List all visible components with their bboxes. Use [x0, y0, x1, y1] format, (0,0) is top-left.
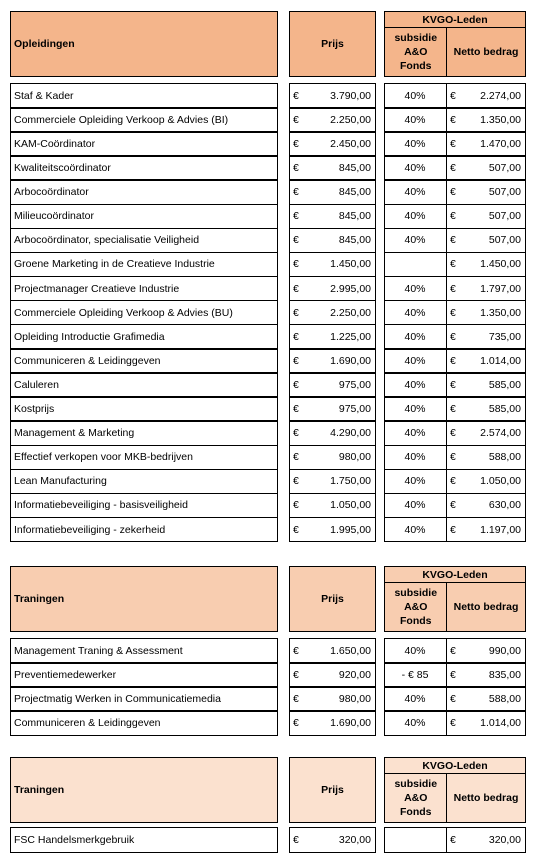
subsidy-value: 40% — [404, 306, 426, 319]
subsidy-value: 40% — [404, 137, 426, 150]
row-name: Kostprijs — [10, 396, 278, 422]
row-member — [384, 469, 526, 495]
subsidy-value: 40% — [404, 354, 426, 367]
currency-symbol: € — [293, 644, 299, 657]
currency-symbol: € — [450, 354, 456, 367]
net-amount: 2.574,00 — [480, 427, 521, 440]
row-price — [289, 252, 376, 278]
price-amount: 1.225,00 — [330, 330, 371, 343]
currency-symbol: € — [293, 833, 299, 846]
row-name: Opleiding Introductie Grafimedia — [10, 324, 278, 350]
subsidy-value: 40% — [404, 644, 426, 657]
row-name: Caluleren — [10, 372, 278, 398]
currency-symbol: € — [450, 234, 456, 247]
currency-symbol: € — [450, 499, 456, 512]
price-amount: 980,00 — [338, 451, 371, 464]
subsidy-value: 40% — [404, 330, 426, 343]
currency-symbol: € — [450, 523, 456, 536]
row-member — [384, 276, 526, 302]
subsidy-value: 40% — [404, 451, 426, 464]
column-divider — [446, 373, 448, 397]
subsidy-value: 40% — [404, 523, 426, 536]
price-amount: 920,00 — [338, 668, 371, 681]
row-member — [384, 420, 526, 446]
net-amount: 1.350,00 — [480, 306, 521, 319]
row-name: Kwaliteitscoördinator — [10, 155, 278, 181]
price-amount: 1.690,00 — [330, 354, 371, 367]
column-divider — [446, 325, 448, 349]
column-divider — [446, 108, 448, 132]
subsidy-value: 40% — [404, 113, 426, 126]
row-member — [384, 107, 526, 133]
net-amount: 835,00 — [488, 668, 521, 681]
price-amount: 975,00 — [338, 378, 371, 391]
row-name: Arbocoördinator, specialisatie Veiligheid — [10, 228, 278, 254]
subsidy-value: 40% — [404, 89, 426, 102]
row-price — [289, 445, 376, 471]
currency-symbol: € — [293, 258, 299, 271]
price-amount: 2.450,00 — [330, 137, 371, 150]
row-member — [384, 324, 526, 350]
currency-symbol: € — [293, 137, 299, 150]
column-divider — [446, 349, 448, 373]
column-divider — [446, 828, 448, 852]
price-amount: 2.250,00 — [330, 306, 371, 319]
row-name: KAM-Coördinator — [10, 131, 278, 157]
section-title: Traningen — [10, 757, 278, 823]
price-amount: 980,00 — [338, 692, 371, 705]
currency-symbol: € — [293, 427, 299, 440]
subsidy-value: 40% — [404, 499, 426, 512]
subsidy-value: 40% — [404, 692, 426, 705]
currency-symbol: € — [293, 282, 299, 295]
currency-symbol: € — [450, 378, 456, 391]
price-amount: 2.250,00 — [330, 113, 371, 126]
row-price — [289, 662, 376, 688]
net-header: Netto bedrag — [446, 27, 526, 78]
row-member — [384, 517, 526, 543]
subsidy-value: 40% — [404, 716, 426, 729]
row-name: Milieucoördinator — [10, 204, 278, 230]
net-amount: 1.014,00 — [480, 354, 521, 367]
subsidy-value — [385, 828, 445, 852]
price-header: Prijs — [289, 757, 376, 823]
column-divider — [446, 397, 448, 421]
subsidy-value: 40% — [404, 282, 426, 295]
net-amount: 2.274,00 — [480, 89, 521, 102]
currency-symbol: € — [293, 692, 299, 705]
currency-symbol: € — [450, 210, 456, 223]
net-amount: 507,00 — [488, 162, 521, 175]
row-name: Informatiebeveiliging - basisveiligheid — [10, 493, 278, 519]
net-amount: 507,00 — [488, 234, 521, 247]
net-amount: 1.470,00 — [480, 137, 521, 150]
subsidy-value: 40% — [404, 403, 426, 416]
row-member — [384, 638, 526, 664]
column-divider — [446, 132, 448, 156]
row-price — [289, 83, 376, 109]
net-header: Netto bedrag — [446, 773, 526, 824]
row-name: Staf & Kader — [10, 83, 278, 109]
row-name: Informatiebeveiliging - zekerheid — [10, 517, 278, 543]
net-amount: 507,00 — [488, 210, 521, 223]
row-member — [384, 827, 526, 853]
row-member — [384, 348, 526, 374]
currency-symbol: € — [450, 427, 456, 440]
price-amount: 845,00 — [338, 210, 371, 223]
row-price — [289, 155, 376, 181]
net-amount: 585,00 — [488, 403, 521, 416]
currency-symbol: € — [450, 644, 456, 657]
row-price — [289, 300, 376, 326]
subsidy-header: subsidie A&O Fonds — [384, 773, 448, 824]
row-member — [384, 396, 526, 422]
subsidy-value: 40% — [404, 475, 426, 488]
currency-symbol: € — [293, 354, 299, 367]
currency-symbol: € — [293, 306, 299, 319]
row-price — [289, 710, 376, 736]
group-header: KVGO-Leden — [384, 757, 526, 774]
row-name: FSC Handelsmerkgebruik — [10, 827, 278, 853]
row-name: Projectmanager Creatieve Industrie — [10, 276, 278, 302]
column-divider — [446, 687, 448, 711]
row-name: Communiceren & Leidinggeven — [10, 710, 278, 736]
row-member — [384, 228, 526, 254]
row-price — [289, 324, 376, 350]
currency-symbol: € — [293, 716, 299, 729]
currency-symbol: € — [293, 210, 299, 223]
net-amount: 588,00 — [488, 692, 521, 705]
price-amount: 1.690,00 — [330, 716, 371, 729]
net-header: Netto bedrag — [446, 582, 526, 633]
row-member — [384, 710, 526, 736]
currency-symbol: € — [450, 330, 456, 343]
row-name: Groene Marketing in de Creatieve Industrie — [10, 252, 278, 278]
row-member — [384, 662, 526, 688]
column-divider — [446, 301, 448, 325]
row-name: Preventiemedewerker — [10, 662, 278, 688]
net-amount: 588,00 — [488, 451, 521, 464]
net-amount: 1.197,00 — [480, 523, 521, 536]
currency-symbol: € — [293, 378, 299, 391]
currency-symbol: € — [450, 403, 456, 416]
currency-symbol: € — [450, 137, 456, 150]
currency-symbol: € — [450, 282, 456, 295]
row-price — [289, 469, 376, 495]
net-amount: 990,00 — [488, 644, 521, 657]
row-price — [289, 827, 376, 853]
row-member — [384, 372, 526, 398]
row-member — [384, 252, 526, 278]
column-divider — [446, 711, 448, 735]
row-name: Communiceren & Leidinggeven — [10, 348, 278, 374]
currency-symbol: € — [293, 186, 299, 199]
row-price — [289, 204, 376, 230]
price-amount: 1.750,00 — [330, 475, 371, 488]
row-price — [289, 228, 376, 254]
column-divider — [446, 494, 448, 518]
column-divider — [446, 421, 448, 445]
row-member — [384, 686, 526, 712]
row-price — [289, 348, 376, 374]
currency-symbol: € — [293, 668, 299, 681]
net-amount: 1.350,00 — [480, 113, 521, 126]
subsidy-value: 40% — [404, 162, 426, 175]
column-divider — [446, 253, 448, 277]
price-amount: 845,00 — [338, 186, 371, 199]
net-amount: 585,00 — [488, 378, 521, 391]
column-divider — [446, 84, 448, 108]
row-member — [384, 155, 526, 181]
price-amount: 845,00 — [338, 162, 371, 175]
currency-symbol: € — [293, 113, 299, 126]
currency-symbol: € — [450, 716, 456, 729]
currency-symbol: € — [293, 330, 299, 343]
currency-symbol: € — [293, 499, 299, 512]
net-amount: 1.450,00 — [480, 258, 521, 271]
section-title: Opleidingen — [10, 11, 278, 77]
row-name: Commerciele Opleiding Verkoop & Advies (BU) — [10, 300, 278, 326]
group-header: KVGO-Leden — [384, 11, 526, 28]
column-divider — [446, 156, 448, 180]
section-title: Traningen — [10, 566, 278, 632]
net-amount: 1.014,00 — [480, 716, 521, 729]
row-name: Effectief verkopen voor MKB-bedrijven — [10, 445, 278, 471]
currency-symbol: € — [293, 403, 299, 416]
currency-symbol: € — [293, 475, 299, 488]
price-amount: 1.995,00 — [330, 523, 371, 536]
currency-symbol: € — [450, 668, 456, 681]
column-divider — [446, 180, 448, 204]
price-amount: 1.450,00 — [330, 258, 371, 271]
subsidy-value: 40% — [404, 210, 426, 223]
net-amount: 735,00 — [488, 330, 521, 343]
row-price — [289, 517, 376, 543]
row-price — [289, 179, 376, 205]
currency-symbol: € — [293, 234, 299, 247]
column-divider — [446, 205, 448, 229]
subsidy-value: 40% — [404, 186, 426, 199]
row-member — [384, 83, 526, 109]
subsidy-value: 40% — [404, 234, 426, 247]
currency-symbol: € — [450, 113, 456, 126]
column-divider — [446, 277, 448, 301]
column-divider — [446, 518, 448, 542]
row-member — [384, 204, 526, 230]
subsidy-header: subsidie A&O Fonds — [384, 582, 448, 633]
price-amount: 3.790,00 — [330, 89, 371, 102]
subsidy-value — [385, 253, 445, 277]
subsidy-value: 40% — [404, 427, 426, 440]
currency-symbol: € — [450, 306, 456, 319]
price-amount: 2.995,00 — [330, 282, 371, 295]
row-name: Commerciele Opleiding Verkoop & Advies (BI) — [10, 107, 278, 133]
column-divider — [446, 663, 448, 687]
column-divider — [446, 446, 448, 470]
row-price — [289, 493, 376, 519]
row-price — [289, 276, 376, 302]
row-member — [384, 445, 526, 471]
subsidy-value: 40% — [404, 378, 426, 391]
currency-symbol: € — [293, 89, 299, 102]
price-amount: 1.050,00 — [330, 499, 371, 512]
row-name: Management Traning & Assessment — [10, 638, 278, 664]
currency-symbol: € — [450, 451, 456, 464]
currency-symbol: € — [450, 89, 456, 102]
row-name: Projectmatig Werken in Communicatiemedia — [10, 686, 278, 712]
column-divider — [446, 470, 448, 494]
price-amount: 1.650,00 — [330, 644, 371, 657]
row-name: Management & Marketing — [10, 420, 278, 446]
row-member — [384, 300, 526, 326]
net-amount: 1.050,00 — [480, 475, 521, 488]
currency-symbol: € — [450, 833, 456, 846]
currency-symbol: € — [450, 258, 456, 271]
row-price — [289, 131, 376, 157]
price-header: Prijs — [289, 11, 376, 77]
row-member — [384, 179, 526, 205]
row-name: Arbocoördinator — [10, 179, 278, 205]
column-divider — [446, 639, 448, 663]
row-price — [289, 420, 376, 446]
price-header: Prijs — [289, 566, 376, 632]
net-amount: 630,00 — [488, 499, 521, 512]
row-price — [289, 686, 376, 712]
currency-symbol: € — [450, 692, 456, 705]
row-name: Lean Manufacturing — [10, 469, 278, 495]
price-amount: 4.290,00 — [330, 427, 371, 440]
row-price — [289, 396, 376, 422]
net-amount: 320,00 — [488, 833, 521, 846]
subsidy-value: - € 85 — [401, 668, 429, 681]
subsidy-header: subsidie A&O Fonds — [384, 27, 448, 78]
net-amount: 1.797,00 — [480, 282, 521, 295]
net-amount: 507,00 — [488, 186, 521, 199]
currency-symbol: € — [293, 162, 299, 175]
row-member — [384, 493, 526, 519]
price-amount: 975,00 — [338, 403, 371, 416]
price-amount: 845,00 — [338, 234, 371, 247]
row-price — [289, 638, 376, 664]
currency-symbol: € — [450, 475, 456, 488]
column-divider — [446, 229, 448, 253]
row-price — [289, 372, 376, 398]
currency-symbol: € — [450, 162, 456, 175]
row-member — [384, 131, 526, 157]
currency-symbol: € — [293, 523, 299, 536]
currency-symbol: € — [450, 186, 456, 199]
group-header: KVGO-Leden — [384, 566, 526, 583]
currency-symbol: € — [293, 451, 299, 464]
price-amount: 320,00 — [338, 833, 371, 846]
row-price — [289, 107, 376, 133]
